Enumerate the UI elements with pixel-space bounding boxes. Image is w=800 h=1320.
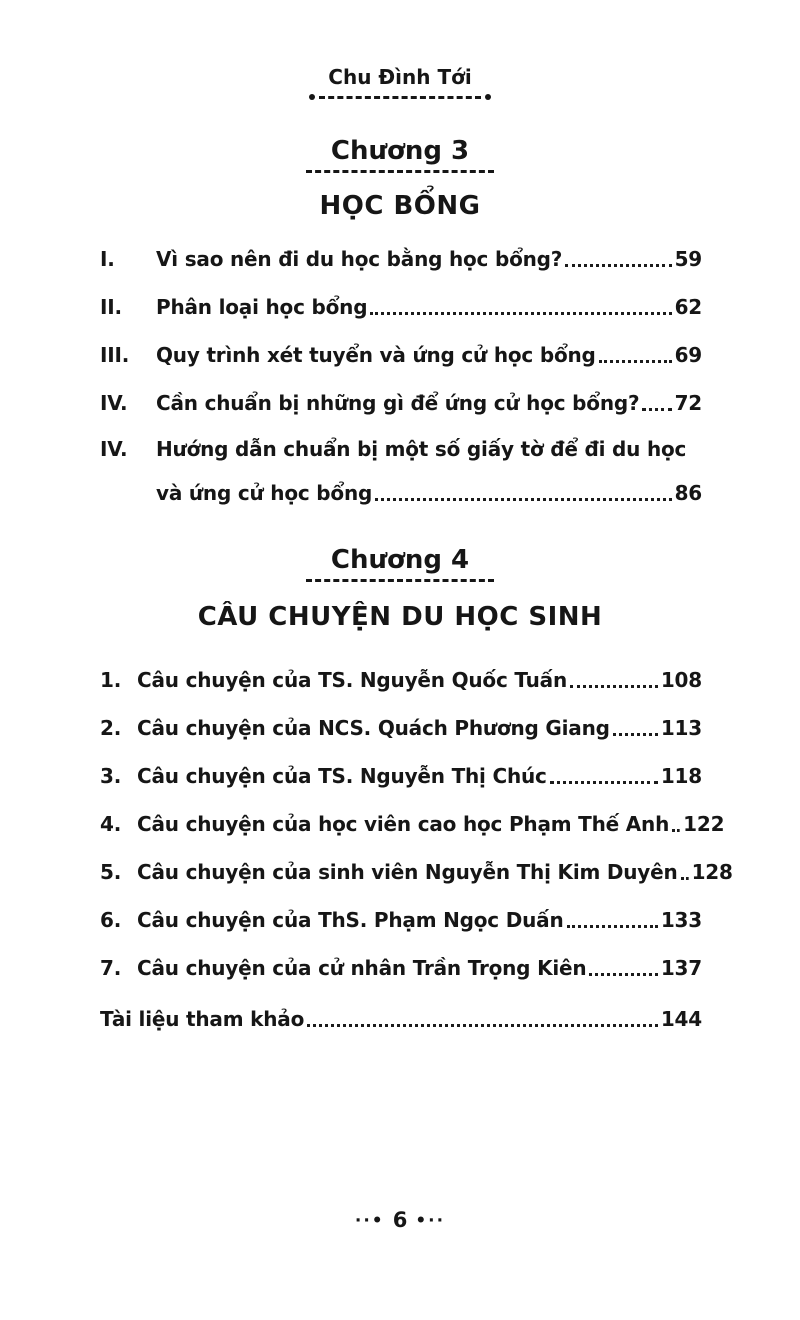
chapter4-toc-list xyxy=(100,656,733,1043)
dot-leader xyxy=(307,1012,658,1027)
dot-leader xyxy=(375,486,671,501)
entry-number: 2. xyxy=(100,716,122,740)
references-entry xyxy=(100,995,702,1043)
chapter3-title: HỌC BỔNG xyxy=(319,191,481,221)
entry-number: 6. xyxy=(100,908,122,932)
entry-number: 5. xyxy=(100,860,122,884)
entry-title: Cần chuẩn bị những gì để ứng cử học bổng? xyxy=(156,391,640,415)
page-footer xyxy=(0,1208,800,1232)
toc-entry xyxy=(100,656,702,704)
dot-leader xyxy=(567,913,658,928)
entry-title: Câu chuyện của TS. Nguyễn Quốc Tuấn xyxy=(137,668,567,692)
entry-title: Hướng dẫn chuẩn bị một số giấy tờ để đi du học xyxy=(156,437,687,461)
dot-leader xyxy=(681,865,689,880)
dot-leader xyxy=(370,300,671,315)
toc-entry xyxy=(100,896,702,944)
references-title: Tài liệu tham khảo xyxy=(100,1007,305,1031)
toc-entry xyxy=(100,752,702,800)
running-header: Chu Đình Tới xyxy=(328,65,472,89)
entry-page-number: 122 xyxy=(683,812,725,836)
chapter3-toc-list xyxy=(100,235,702,515)
entry-number: 1. xyxy=(100,668,122,692)
toc-entry xyxy=(100,800,725,848)
dot-leader xyxy=(550,769,658,784)
toc-entry xyxy=(100,283,702,331)
entry-numeral: IV. xyxy=(100,437,128,461)
entry-title: Phân loại học bổng xyxy=(156,295,368,319)
entry-page-number: 137 xyxy=(660,956,702,980)
divider-right-dot xyxy=(485,94,491,100)
entry-numeral: III. xyxy=(100,343,130,367)
entry-page-number: 108 xyxy=(660,668,702,692)
divider-dashed-line xyxy=(319,96,481,99)
folio-page-number: 6 xyxy=(392,1208,408,1232)
entry-title: Vì sao nên đi du học bằng học bổng? xyxy=(156,247,563,271)
entry-title: Quy trình xét tuyển và ứng cử học bổng xyxy=(156,343,596,367)
dot-leader xyxy=(570,673,658,688)
chapter4-label: Chương 4 xyxy=(330,545,470,575)
entry-number: 3. xyxy=(100,764,122,788)
chapter4-dashed-underline xyxy=(306,579,494,582)
entry-title-continued: và ứng cử học bổng xyxy=(156,481,373,505)
header-divider xyxy=(309,92,491,102)
entry-title: Câu chuyện của sinh viên Nguyễn Thị Kim Duyên xyxy=(137,860,678,884)
entry-page-number: 59 xyxy=(674,247,702,271)
references-page-number: 144 xyxy=(660,1007,702,1031)
entry-page-number: 86 xyxy=(674,481,702,505)
footer-right-dots: •·· xyxy=(415,1211,446,1231)
entry-numeral: II. xyxy=(100,295,122,319)
entry-page-number: 72 xyxy=(674,391,702,415)
dot-leader xyxy=(672,817,680,832)
dot-leader xyxy=(565,252,671,267)
dot-leader xyxy=(613,721,658,736)
chapter3-heading xyxy=(0,134,800,173)
entry-numeral: I. xyxy=(100,247,115,271)
dot-leader xyxy=(599,348,672,363)
toc-entry xyxy=(100,848,733,896)
entry-number: 4. xyxy=(100,812,122,836)
entry-page-number: 62 xyxy=(674,295,702,319)
chapter4-heading xyxy=(0,543,800,582)
entry-title: Câu chuyện của TS. Nguyễn Thị Chúc xyxy=(137,764,547,788)
entry-numeral: IV. xyxy=(100,391,128,415)
chapter4-title: CÂU CHUYỆN DU HỌC SINH xyxy=(197,602,603,632)
entry-title: Câu chuyện của ThS. Phạm Ngọc Duấn xyxy=(137,908,564,932)
entry-number: 7. xyxy=(100,956,122,980)
toc-entry xyxy=(100,379,702,427)
entry-title: Câu chuyện của cử nhân Trần Trọng Kiên xyxy=(137,956,587,980)
entry-page-number: 133 xyxy=(660,908,702,932)
toc-entry xyxy=(100,704,702,752)
chapter3-label: Chương 3 xyxy=(330,136,470,166)
entry-page-number: 69 xyxy=(674,343,702,367)
toc-entry-line2 xyxy=(100,471,702,515)
entry-page-number: 118 xyxy=(660,764,702,788)
footer-left-dots: ··• xyxy=(354,1211,385,1231)
toc-entry xyxy=(100,944,702,992)
dot-leader xyxy=(589,961,657,976)
toc-entry-line1 xyxy=(100,427,702,471)
divider-left-dot xyxy=(309,94,315,100)
toc-entry xyxy=(100,235,702,283)
dot-leader xyxy=(642,396,671,411)
entry-title: Câu chuyện của học viên cao học Phạm Thế Anh xyxy=(137,812,670,836)
entry-title: Câu chuyện của NCS. Quách Phương Giang xyxy=(137,716,610,740)
chapter3-dashed-underline xyxy=(306,170,494,173)
toc-entry xyxy=(100,331,702,379)
entry-page-number: 128 xyxy=(691,860,733,884)
entry-page-number: 113 xyxy=(660,716,702,740)
